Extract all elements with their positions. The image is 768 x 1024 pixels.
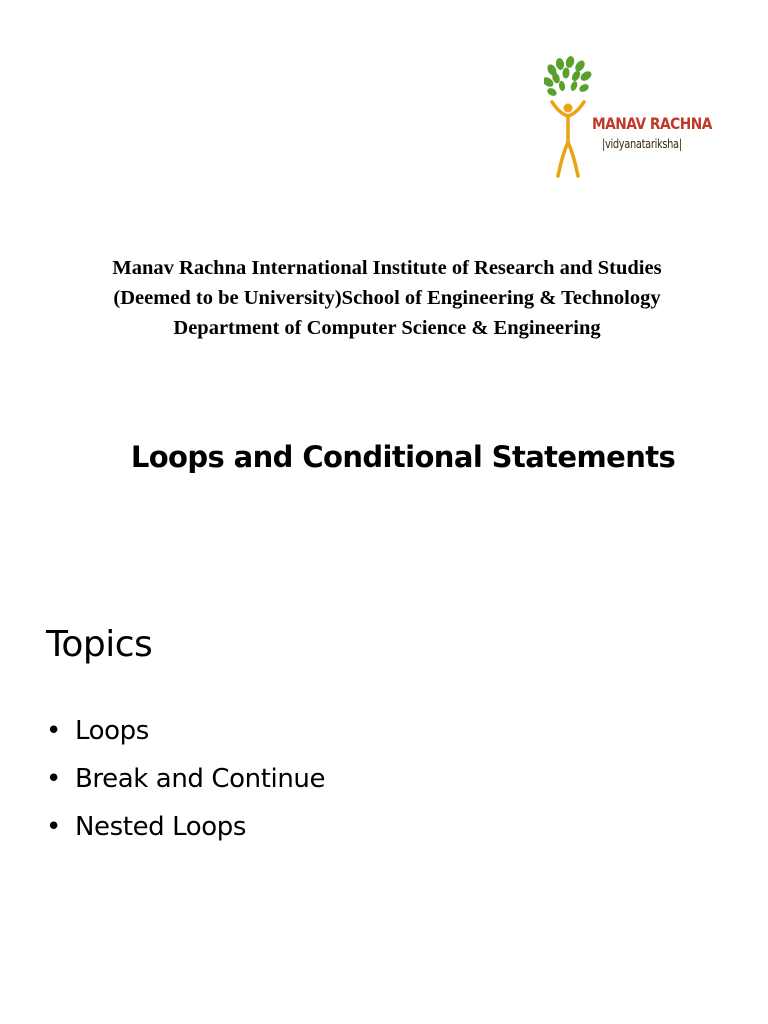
bullet-icon: • — [46, 812, 61, 842]
department-name: Department of Computer Science & Engineering — [173, 317, 601, 339]
institute-name: Manav Rachna International Institute of Research and Studies — [112, 257, 662, 279]
school-name: (Deemed to be University)School of Engineering & Technology — [113, 287, 661, 309]
institute-heading — [20, 253, 754, 343]
tree-figure-icon — [544, 56, 592, 182]
logo-tagline: |vidyanatariksha| — [602, 137, 682, 151]
manav-rachna-logo — [544, 56, 734, 182]
topic-break-continue: Break and Continue — [75, 764, 326, 794]
topic-loops: Loops — [75, 716, 149, 746]
topic-nested-loops: Nested Loops — [75, 812, 247, 842]
logo-wordmark: MANAV RACHNA — [592, 114, 712, 133]
topics-heading: Topics — [46, 624, 153, 665]
bullet-icon: • — [46, 716, 61, 746]
deck-title: Loops and Conditional Statements — [130, 440, 676, 474]
topics-slide — [0, 580, 768, 1024]
bullet-icon: • — [46, 764, 61, 794]
